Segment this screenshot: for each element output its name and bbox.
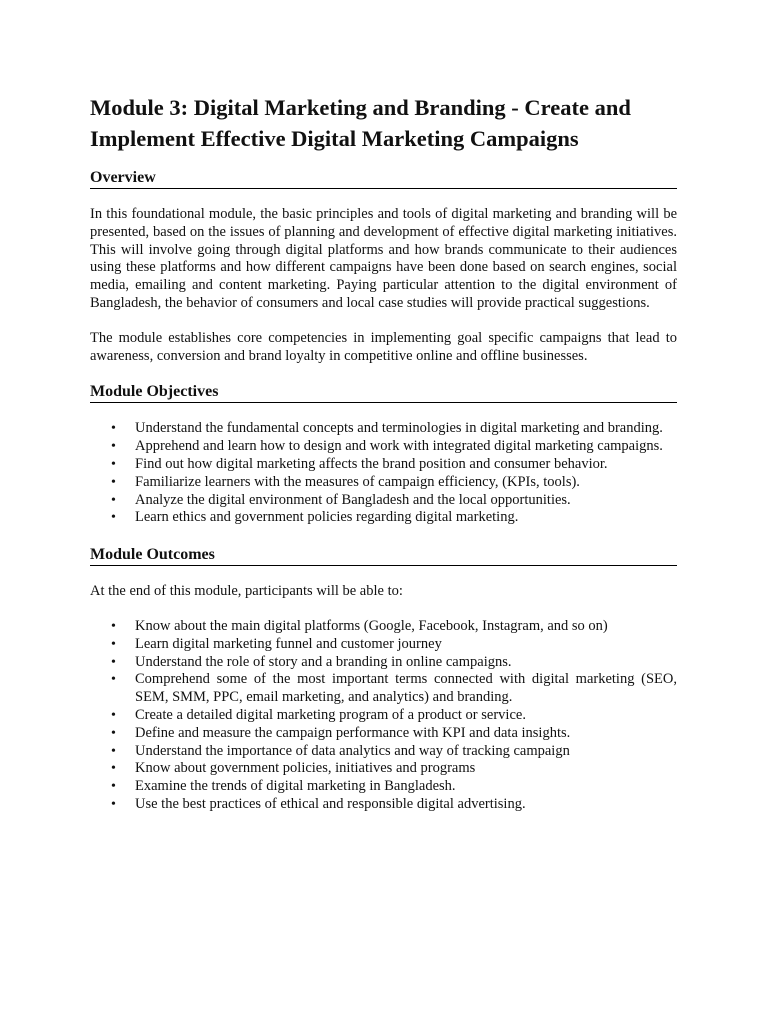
list-item [90,509,677,527]
overview-section [90,168,677,365]
list-item [90,438,677,456]
bullet-icon: • [111,439,116,455]
bullet-icon: • [111,725,116,741]
page-title: Module 3: Digital Marketing and Branding - Create and Implement Effective Digital Marketing Campaigns [90,95,631,151]
outcomes-intro: At the end of this module, participants will be able to: [90,583,403,600]
list-item [90,671,677,707]
list-item [90,760,677,778]
bullet-icon: • [111,707,116,723]
list-item-text: Analyze the digital environment of Bangladesh and the local opportunities. [135,491,571,508]
list-item [90,474,677,492]
list-item [90,725,677,743]
bullet-icon: • [111,456,116,472]
objectives-section [90,382,677,527]
list-item [90,707,677,725]
list-item-text: Comprehend some of the most important terms connected with digital marketing (SEO, SEM, SMM, PPC, email marketing, and analytics) and branding. [135,671,677,706]
list-item-text: Know about the main digital platforms (Google, Facebook, Instagram, and so on) [135,617,608,634]
list-item [90,492,677,510]
list-item [90,420,677,438]
bullet-icon: • [111,743,116,759]
bullet-icon: • [111,474,116,490]
overview-paragraph-2: The module establishes core competencies in implementing goal specific campaigns that lead to awareness, conversion and brand loyalty in competitive online and offline businesses. [90,329,677,364]
list-item-text: Examine the trends of digital marketing in Bangladesh. [135,778,456,795]
list-item-text: Learn ethics and government policies regarding digital marketing. [135,509,519,526]
list-item-text: Understand the role of story and a branding in online campaigns. [135,653,512,670]
overview-heading: Overview [90,168,677,189]
bullet-icon: • [111,654,116,670]
list-item-text: Find out how digital marketing affects the brand position and consumer behavior. [135,455,608,472]
bullet-icon: • [111,672,116,688]
bullet-icon: • [111,761,116,777]
bullet-icon: • [111,618,116,634]
list-item [90,743,677,761]
document-page [90,92,677,832]
list-item-text: Familiarize learners with the measures of campaign efficiency, (KPIs, tools). [135,473,580,490]
list-item [90,778,677,796]
list-item [90,456,677,474]
list-item-text: Understand the importance of data analytics and way of tracking campaign [135,742,570,759]
list-item [90,654,677,672]
list-item [90,796,677,814]
bullet-icon: • [111,492,116,508]
objectives-list [90,420,677,527]
list-item [90,636,677,654]
list-item-text: Know about government policies, initiatives and programs [135,760,476,777]
objectives-heading: Module Objectives [90,382,677,403]
outcomes-list [90,618,677,814]
bullet-icon: • [111,421,116,437]
overview-paragraph-1: In this foundational module, the basic principles and tools of digital marketing and branding will be presented, based on the issues of planning and development of effective digital marketing initiatives. This will involve going through digital platforms and how brands communicate to their audiences using these platforms and how different campaigns have been done based on search engines, social media, emailing and content marketing. Paying particular attention to the digital environment of Bangladesh, the behavior of consumers and local case studies will provide practical suggestions. [90,206,677,311]
bullet-icon: • [111,636,116,652]
list-item-text: Use the best practices of ethical and responsible digital advertising. [135,795,526,812]
list-item [90,618,677,636]
list-item-text: Create a detailed digital marketing program of a product or service. [135,706,526,723]
bullet-icon: • [111,510,116,526]
list-item-text: Define and measure the campaign performance with KPI and data insights. [135,724,571,741]
list-item-text: Apprehend and learn how to design and work with integrated digital marketing campaigns. [135,438,663,455]
list-item-text: Learn digital marketing funnel and customer journey [135,635,442,652]
outcomes-section [90,545,677,814]
bullet-icon: • [111,779,116,795]
outcomes-heading: Module Outcomes [90,545,677,566]
bullet-icon: • [111,796,116,812]
list-item-text: Understand the fundamental concepts and terminologies in digital marketing and branding. [135,420,663,437]
